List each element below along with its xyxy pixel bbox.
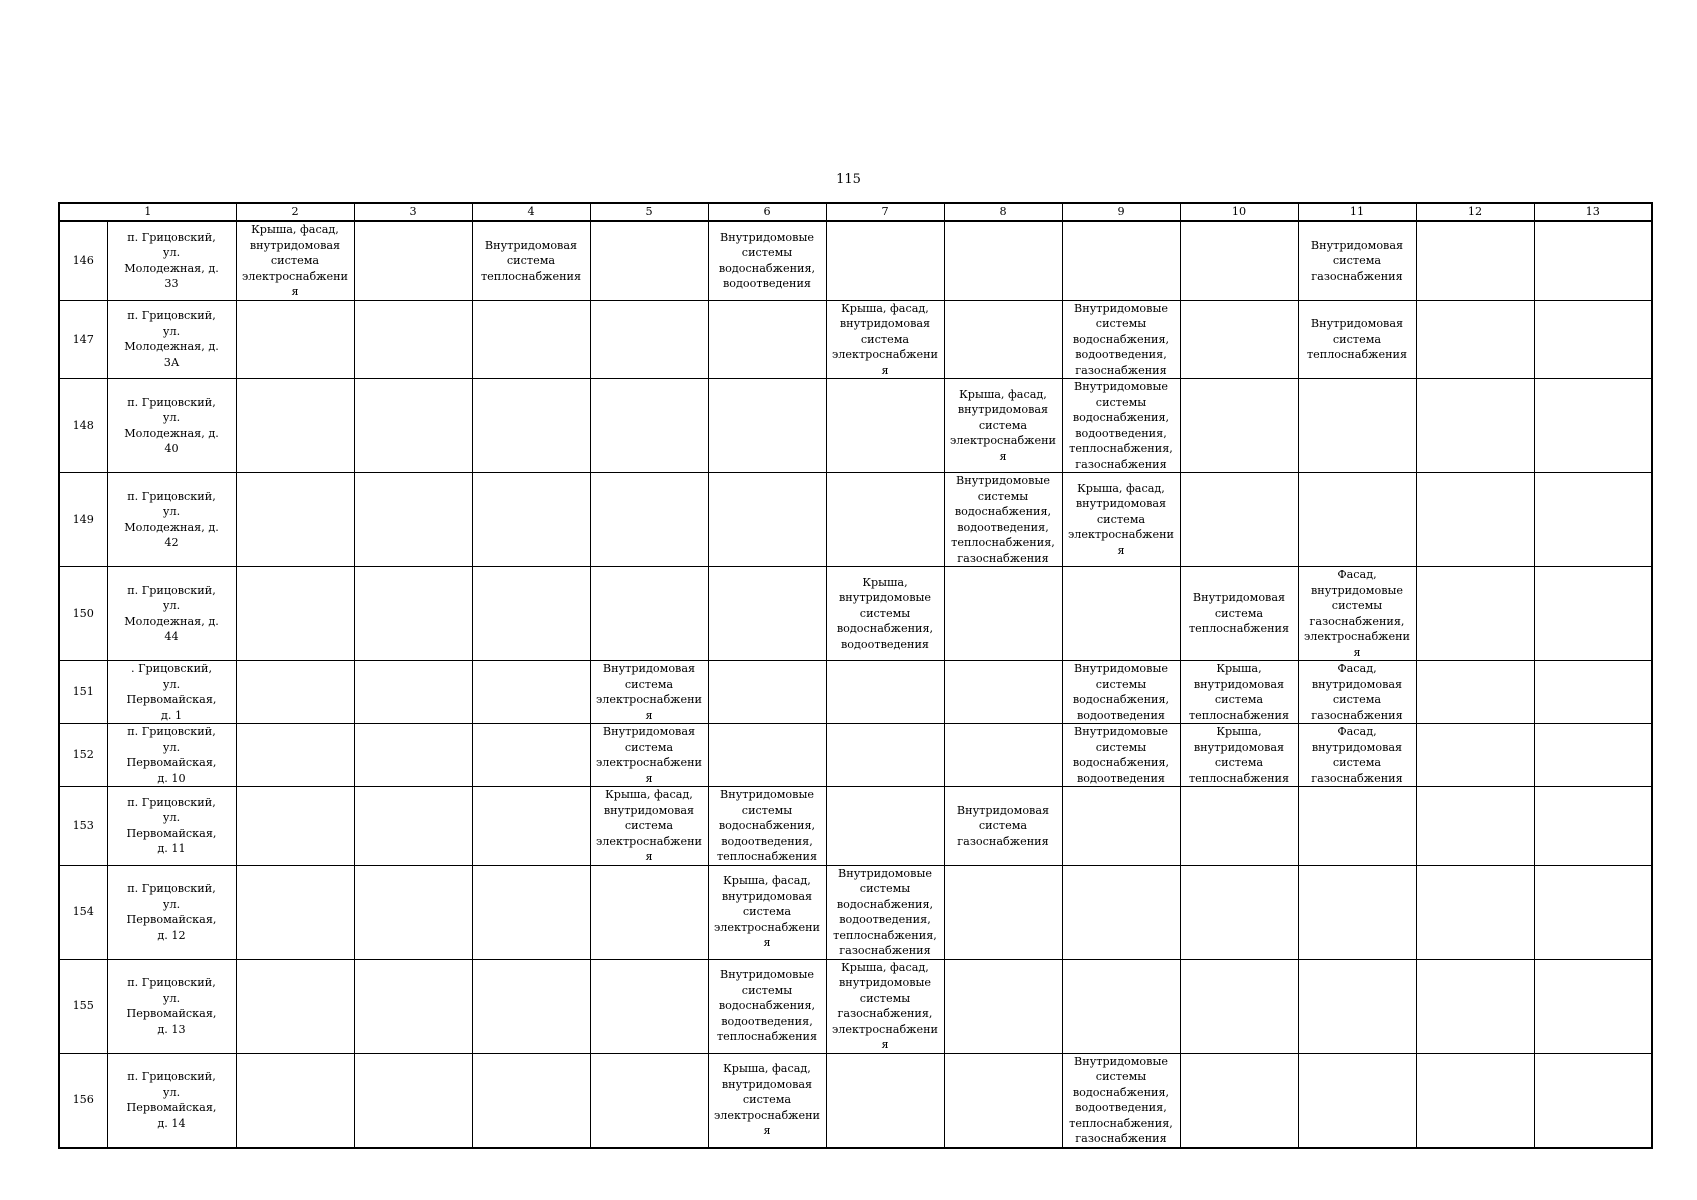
column-header: 2 bbox=[236, 203, 354, 221]
column-header: 9 bbox=[1062, 203, 1180, 221]
table-row bbox=[59, 724, 1652, 787]
work-cell: Фасад, внутридомовая система газоснабжения bbox=[1298, 661, 1416, 724]
row-number: 153 bbox=[59, 787, 107, 866]
work-cell bbox=[472, 661, 590, 724]
table-row bbox=[59, 787, 1652, 866]
page-number: 115 bbox=[836, 172, 861, 187]
work-cell: Крыша, внутридомовая система теплоснабжения bbox=[1180, 661, 1298, 724]
work-cell bbox=[826, 473, 944, 567]
work-cell bbox=[1298, 865, 1416, 959]
work-cell bbox=[236, 724, 354, 787]
work-cell: Крыша, внутридомовые системы водоснабжения, водоотведения bbox=[826, 567, 944, 661]
work-cell: Фасад, внутридомовые системы газоснабжения, электроснабжения bbox=[1298, 567, 1416, 661]
address-cell: п. Грицовский, ул. Молодежная, д. 42 bbox=[107, 473, 236, 567]
work-cell bbox=[1534, 379, 1652, 473]
work-cell: Крыша, фасад, внутридомовая система электроснабжения bbox=[1062, 473, 1180, 567]
work-cell bbox=[472, 959, 590, 1053]
work-cell bbox=[472, 787, 590, 866]
work-cell: Внутридомовые системы водоснабжения, водоотведения, теплоснабжения bbox=[708, 787, 826, 866]
work-cell bbox=[1298, 473, 1416, 567]
address-cell: п. Грицовский, ул. Первомайская, д. 13 bbox=[107, 959, 236, 1053]
work-cell bbox=[472, 1053, 590, 1148]
table-row bbox=[59, 567, 1652, 661]
work-cell: Внутридомовые системы водоснабжения, водоотведения, теплоснабжения, газоснабжения bbox=[826, 865, 944, 959]
row-number: 147 bbox=[59, 300, 107, 379]
work-cell bbox=[1416, 1053, 1534, 1148]
work-cell: Внутридомовые системы водоснабжения, водоотведения, теплоснабжения bbox=[708, 959, 826, 1053]
column-header: 10 bbox=[1180, 203, 1298, 221]
work-cell bbox=[472, 379, 590, 473]
work-cell: Внутридомовая система теплоснабжения bbox=[472, 221, 590, 300]
row-number: 152 bbox=[59, 724, 107, 787]
column-header: 6 bbox=[708, 203, 826, 221]
column-header: 1 bbox=[59, 203, 236, 221]
work-cell bbox=[1534, 300, 1652, 379]
work-cell bbox=[590, 221, 708, 300]
work-cell bbox=[590, 473, 708, 567]
work-cell bbox=[236, 787, 354, 866]
work-cell: Крыша, фасад, внутридомовая система электроснабжения bbox=[708, 865, 826, 959]
header-row bbox=[59, 203, 1652, 221]
table-row bbox=[59, 661, 1652, 724]
column-header: 13 bbox=[1534, 203, 1652, 221]
address-cell: п. Грицовский, ул. Молодежная, д. 40 bbox=[107, 379, 236, 473]
work-cell bbox=[944, 959, 1062, 1053]
work-cell bbox=[1534, 724, 1652, 787]
column-header: 5 bbox=[590, 203, 708, 221]
work-cell bbox=[1534, 661, 1652, 724]
work-cell bbox=[1534, 787, 1652, 866]
work-cell bbox=[472, 473, 590, 567]
work-cell bbox=[1180, 1053, 1298, 1148]
table-row bbox=[59, 473, 1652, 567]
work-cell bbox=[236, 567, 354, 661]
work-cell bbox=[1298, 379, 1416, 473]
work-cell: Внутридомовые системы водоснабжения, водоотведения, теплоснабжения, газоснабжения bbox=[944, 473, 1062, 567]
work-cell bbox=[1298, 959, 1416, 1053]
work-cell bbox=[236, 300, 354, 379]
work-cell bbox=[472, 300, 590, 379]
row-number: 148 bbox=[59, 379, 107, 473]
work-cell bbox=[590, 379, 708, 473]
work-cell bbox=[472, 865, 590, 959]
work-cell bbox=[1416, 567, 1534, 661]
work-cell bbox=[1180, 959, 1298, 1053]
work-cell bbox=[590, 300, 708, 379]
work-cell bbox=[1298, 1053, 1416, 1148]
work-cell bbox=[944, 661, 1062, 724]
work-cell bbox=[826, 221, 944, 300]
work-cell: Крыша, фасад, внутридомовая система электроснабжения bbox=[944, 379, 1062, 473]
work-cell bbox=[708, 567, 826, 661]
work-cell bbox=[1534, 1053, 1652, 1148]
work-cell bbox=[590, 1053, 708, 1148]
row-number: 149 bbox=[59, 473, 107, 567]
work-cell bbox=[1062, 787, 1180, 866]
work-cell bbox=[826, 1053, 944, 1148]
work-cell bbox=[1416, 379, 1534, 473]
work-cell bbox=[354, 661, 472, 724]
work-cell: Внутридомовые системы водоснабжения, водоотведения bbox=[1062, 724, 1180, 787]
work-cell: Внутридомовая система электроснабжения bbox=[590, 724, 708, 787]
work-cell: Внутридомовые системы водоснабжения, водоотведения bbox=[1062, 661, 1180, 724]
address-cell: п. Грицовский, ул. Первомайская, д. 10 bbox=[107, 724, 236, 787]
row-number: 154 bbox=[59, 865, 107, 959]
work-cell: Крыша, фасад, внутридомовая система электроснабжения bbox=[826, 300, 944, 379]
work-cell bbox=[1180, 379, 1298, 473]
work-cell bbox=[1416, 473, 1534, 567]
work-cell bbox=[1416, 787, 1534, 866]
work-cell bbox=[236, 473, 354, 567]
column-header: 3 bbox=[354, 203, 472, 221]
work-cell: Внутридомовая система газоснабжения bbox=[1298, 221, 1416, 300]
table-row bbox=[59, 865, 1652, 959]
work-cell: Крыша, фасад, внутридомовая система электроснабжения bbox=[708, 1053, 826, 1148]
address-cell: п. Грицовский, ул. Молодежная, д. 44 bbox=[107, 567, 236, 661]
row-number: 155 bbox=[59, 959, 107, 1053]
work-cell bbox=[1180, 787, 1298, 866]
work-cell bbox=[944, 221, 1062, 300]
work-cell: Крыша, внутридомовая система теплоснабжения bbox=[1180, 724, 1298, 787]
work-cell bbox=[1534, 865, 1652, 959]
work-cell bbox=[1062, 959, 1180, 1053]
work-cell bbox=[1180, 473, 1298, 567]
row-number: 146 bbox=[59, 221, 107, 300]
work-cell bbox=[236, 1053, 354, 1148]
work-cell bbox=[472, 724, 590, 787]
work-cell: Внутридомовые системы водоснабжения, водоотведения, теплоснабжения, газоснабжения bbox=[1062, 1053, 1180, 1148]
column-header: 12 bbox=[1416, 203, 1534, 221]
work-cell bbox=[1180, 865, 1298, 959]
address-cell: п. Грицовский, ул. Первомайская, д. 14 bbox=[107, 1053, 236, 1148]
work-cell bbox=[1534, 959, 1652, 1053]
address-cell: п. Грицовский, ул. Первомайская, д. 11 bbox=[107, 787, 236, 866]
address-cell: п. Грицовский, ул. Молодежная, д. 3А bbox=[107, 300, 236, 379]
work-cell: Внутридомовые системы водоснабжения, водоотведения bbox=[708, 221, 826, 300]
work-cell bbox=[944, 567, 1062, 661]
work-cell bbox=[1534, 221, 1652, 300]
work-cell bbox=[944, 724, 1062, 787]
work-cell: Крыша, фасад, внутридомовая система электроснабжения bbox=[236, 221, 354, 300]
column-header: 4 bbox=[472, 203, 590, 221]
work-cell bbox=[1180, 221, 1298, 300]
work-cell bbox=[354, 379, 472, 473]
work-cell bbox=[826, 724, 944, 787]
address-cell: . Грицовский, ул. Первомайская, д. 1 bbox=[107, 661, 236, 724]
work-cell bbox=[354, 1053, 472, 1148]
row-number: 150 bbox=[59, 567, 107, 661]
work-cell bbox=[1416, 724, 1534, 787]
work-cell: Внутридомовая система теплоснабжения bbox=[1180, 567, 1298, 661]
work-cell bbox=[236, 959, 354, 1053]
work-cell bbox=[1298, 787, 1416, 866]
work-cell bbox=[354, 787, 472, 866]
work-cell bbox=[354, 724, 472, 787]
work-cell bbox=[590, 865, 708, 959]
work-cell: Внутридомовая система теплоснабжения bbox=[1298, 300, 1416, 379]
work-cell bbox=[708, 379, 826, 473]
work-cell bbox=[1062, 567, 1180, 661]
work-cell bbox=[1416, 865, 1534, 959]
work-cell bbox=[944, 865, 1062, 959]
table-row bbox=[59, 221, 1652, 300]
work-cell: Крыша, фасад, внутридомовая система электроснабжения bbox=[590, 787, 708, 866]
table-row bbox=[59, 379, 1652, 473]
work-cell bbox=[354, 567, 472, 661]
address-cell: п. Грицовский, ул. Молодежная, д. 33 bbox=[107, 221, 236, 300]
address-cell: п. Грицовский, ул. Первомайская, д. 12 bbox=[107, 865, 236, 959]
work-cell bbox=[1416, 661, 1534, 724]
work-cell bbox=[354, 221, 472, 300]
work-cell: Внутридомовые системы водоснабжения, водоотведения, теплоснабжения, газоснабжения bbox=[1062, 379, 1180, 473]
work-cell bbox=[944, 1053, 1062, 1148]
work-cell bbox=[826, 787, 944, 866]
work-cell bbox=[236, 865, 354, 959]
table-body bbox=[59, 221, 1652, 1148]
work-cell bbox=[1062, 865, 1180, 959]
repair-schedule-table bbox=[58, 202, 1653, 1149]
work-cell bbox=[354, 473, 472, 567]
work-cell bbox=[708, 724, 826, 787]
work-cell bbox=[236, 661, 354, 724]
work-cell bbox=[708, 661, 826, 724]
column-header: 7 bbox=[826, 203, 944, 221]
work-cell bbox=[826, 379, 944, 473]
work-cell bbox=[354, 959, 472, 1053]
work-cell bbox=[1416, 959, 1534, 1053]
column-header: 8 bbox=[944, 203, 1062, 221]
work-cell: Крыша, фасад, внутридомовые системы газоснабжения, электроснабжения bbox=[826, 959, 944, 1053]
work-cell bbox=[826, 661, 944, 724]
work-cell bbox=[708, 300, 826, 379]
work-cell: Внутридомовая система газоснабжения bbox=[944, 787, 1062, 866]
work-cell bbox=[1534, 473, 1652, 567]
work-cell: Внутридомовые системы водоснабжения, водоотведения, газоснабжения bbox=[1062, 300, 1180, 379]
table-row bbox=[59, 959, 1652, 1053]
row-number: 156 bbox=[59, 1053, 107, 1148]
work-cell bbox=[1062, 221, 1180, 300]
work-cell bbox=[1416, 300, 1534, 379]
work-cell bbox=[354, 300, 472, 379]
work-cell: Внутридомовая система электроснабжения bbox=[590, 661, 708, 724]
work-cell: Фасад, внутридомовая система газоснабжения bbox=[1298, 724, 1416, 787]
work-cell bbox=[354, 865, 472, 959]
work-cell bbox=[1534, 567, 1652, 661]
table-row bbox=[59, 1053, 1652, 1148]
work-cell bbox=[590, 959, 708, 1053]
row-number: 151 bbox=[59, 661, 107, 724]
work-cell bbox=[236, 379, 354, 473]
work-cell bbox=[590, 567, 708, 661]
work-cell bbox=[708, 473, 826, 567]
work-cell bbox=[472, 567, 590, 661]
column-header: 11 bbox=[1298, 203, 1416, 221]
work-cell bbox=[1180, 300, 1298, 379]
work-cell bbox=[1416, 221, 1534, 300]
table-row bbox=[59, 300, 1652, 379]
work-cell bbox=[944, 300, 1062, 379]
